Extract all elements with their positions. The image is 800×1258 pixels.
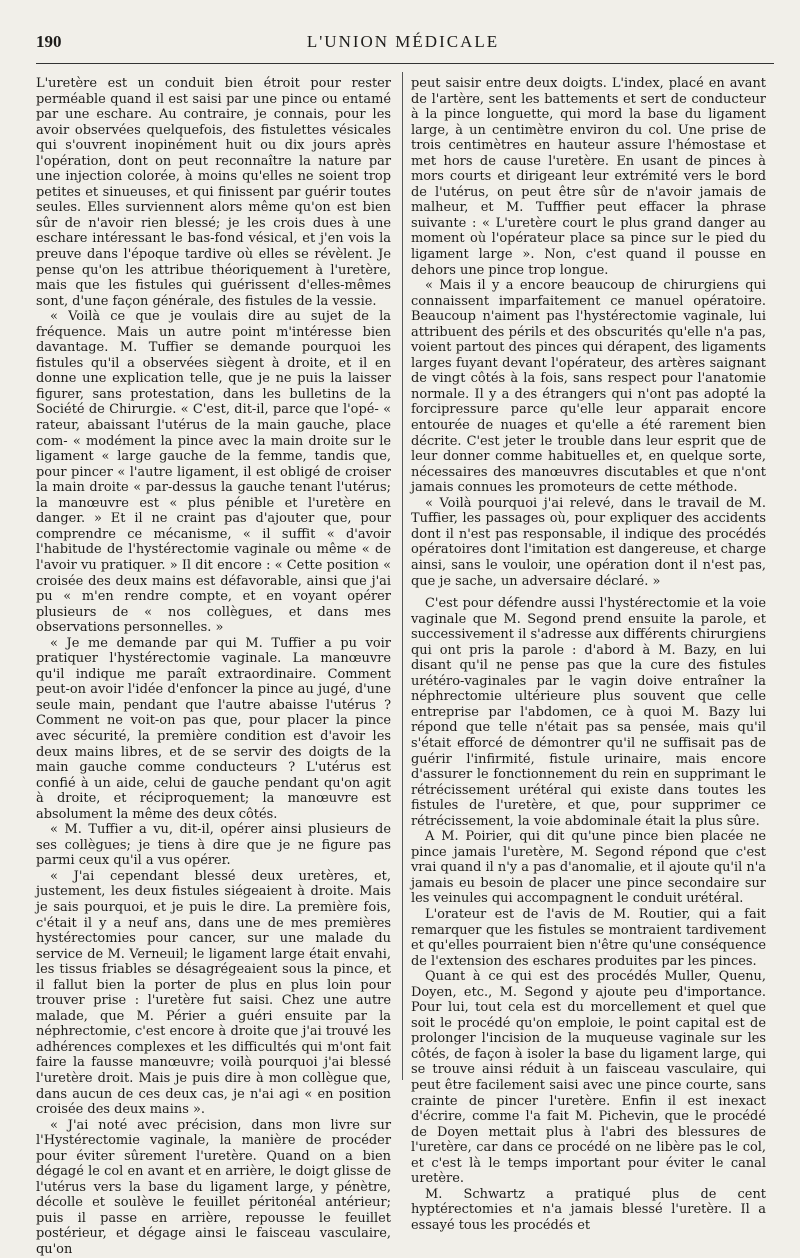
paragraph: peut saisir entre deux doigts. L'index, placé en avant de l'artère, sent les battements et sert de conducteur à la pince longuette, qui mord la base du ligament large, à un centimètre environ du col. Une prise de trois centimètres en hauteur assure l'hémostase et met hors de cause l'uretère. En usant de pinces à mors courts et dirigeant leur extrémité vers le bord de l'utérus, on peut être sûr de n'avoir jamais de malheur, et M. Tufffier peut effacer la phrase suivante : « L'uretère court le plus grand danger au moment où l'opérateur place sa pince sur le pied du ligament large ». Non, c'est quand il pousse en dehors une pince trop longue. [411, 76, 766, 278]
paragraph: M. Schwartz a pratiqué plus de cent hyptérectomies et n'a jamais blessé l'uretère. Il a essayé tous les procédés et [411, 1186, 766, 1233]
left-column [36, 76, 391, 1258]
paragraph: « Voilà pourquoi j'ai relevé, dans le travail de M. Tuffier, les passages où, pour expliquer des accidents dont il n'est pas responsable, il indique des procédés opératoires dont l'imitation est dangereuse, et charge ainsi, sans le vouloir, une opération dont il n'est pas, que je sache, un adversaire déclaré. » [411, 495, 766, 589]
paragraph: Quant à ce qui est des procédés Muller, Quenu, Doyen, etc., M. Segond y ajoute peu d'importance. Pour lui, tout cela est du morcellement et quel que soit le procédé qu'on emploie, le point capital est de prolonger l'incision de la muqueuse vaginale sur les côtés, de façon à isoler la base du ligament large, qui se trouve ainsi réduit à un faisceau vasculaire, qui peut être facilement saisi avec une pince courte, sans crainte de pincer l'uretère. Enfin il est inexact d'écrire, comme l'a fait M. Pichevin, que le procédé de Doyen mettait plus à l'abri des blessures de l'uretère, car dans ce procédé on ne libère pas le col, et c'est là le temps important pour éviter le canal uretère. [411, 969, 766, 1187]
paragraph: « Mais il y a encore beaucoup de chirurgiens qui connaissent imparfaitement ce manuel opératoire. Beaucoup n'aiment pas l'hystérectomie vaginale, lui attribuent des périls et des obscurités qu'elle n'a pas, voient partout des pinces qui dérapent, des ligaments larges fuyant devant l'opérateur, des artères saignant de vingt côtés à la fois, sans respect pour l'anatomie normale. Il y a des étrangers qui n'ont pas adopté la forcipressure parce qu'elle leur apparait encore entourée de nuages et qu'elle a été rarement bien décrite. C'est jeter le trouble dans leur esprit que de leur donner comme habituelles et, en quelque sorte, nécessaires des manœuvres discutables et que n'ont jamais connues les promoteurs de cette méthode. [411, 278, 766, 496]
paragraph: « M. Tuffier a vu, dit-il, opérer ainsi plusieurs de ses collègues; je tiens à dire que je ne figure pas parmi ceux qu'il a vus opérer. [36, 822, 391, 869]
header-rule [36, 63, 774, 64]
paragraph: « Voilà ce que je voulais dire au sujet de la fréquence. Mais un autre point m'intéresse bien davantage. M. Tuffier se demande pourquoi les fistules qu'il a observées siègent à droite, et il en donne une explication telle, que je ne puis la laisser figurer, sans protestation, dans les bulletins de la Société de Chirurgie. « C'est, dit-il, parce que l'opé- « rateur, abaissant l'utérus de la main gauche, place com- « modément la pince avec la main droite sur le ligament « large gauche de la femme, tandis que, pour pincer « l'autre ligament, il est obligé de croiser la main droite « par-dessus la gauche tenant l'utérus; la manœuvre est « plus pénible et l'uretère en danger. » Et il ne craint pas d'ajouter que, pour comprendre ce mécanisme, « il suffit « d'avoir l'habitude de l'hystérectomie vaginale ou même « de l'avoir vu pratiquer. » Il dit encore : « Cette position « croisée des deux mains est défavorable, ainsi que j'ai pu « m'en rendre compte, et en voyant opérer plusieurs de « nos collègues, et dans mes observations personnelles. » [36, 309, 391, 636]
paragraph: L'uretère est un conduit bien étroit pour rester perméable quand il est saisi par une pince ou entamé par une eschare. Au contraire, je connais, pour les avoir observées quelquefois, des fistulettes vésicales qui s'ouvrent inopinément huit ou dix jours après l'opération, dont on peut reconnaître la nature par une injection colorée, à moins qu'elles ne soient trop petites et sinueuses, et qui finissent par guérir toutes seules. Elles surviennent alors même qu'on est bien sûr de n'avoir rien blessé; je les crois dues à une eschare intéressant le bas-fond vésical, et j'en vois la preuve dans l'époque tardive où elles se révèlent. Je pense qu'on les attribue théoriquement à l'uretère, mais que les fistules qui guérissent d'elles-mêmes sont, d'une façon générale, des fistules de la vessie. [36, 76, 391, 309]
column-divider [402, 72, 403, 1080]
page-number: 190 [36, 32, 62, 51]
paragraph: « J'ai noté avec précision, dans mon livre sur l'Hystérectomie vaginale, la manière de procéder pour éviter sûrement l'uretère. Quand on a bien dégagé le col en avant et en arrière, le doigt glisse de l'utérus vers la base du ligament large, y pénètre, décolle et soulève le feuillet péritonéal antérieur; puis il passe en arrière, repousse le feuillet postérieur, et dégage ainsi le faisceau vasculaire, qu'on [36, 1117, 391, 1258]
paragraph: L'orateur est de l'avis de M. Routier, qui a fait remarquer que les fistules se montraient tardivement et qu'elles pourraient bien n'être qu'une conséquence de l'extension des eschares produites par les pinces. [411, 906, 766, 969]
paragraph: « J'ai cependant blessé deux uretères, et, justement, les deux fistules siégeaient à droite. Mais je sais pourquoi, et je puis le dire. La première fois, c'était il y a neuf ans, dans une de mes premières hystérectomies pour cancer, sur une malade du service de M. Verneuil; le ligament large était envahi, les tissus friables se désagrégeaient sous la pince, et il fallut bien la porter de plus en plus loin pour trouver prise : l'uretère fut saisi. Chez une autre malade, que M. Périer a guéri ensuite par la néphrectomie, c'est encore à droite que j'ai trouvé les adhérences complexes et les difficultés qui m'ont fait faire la fausse manœuvre; voilà pourquoi j'ai blessé l'uretère droit. Mais je puis dire à mon collègue que, dans aucun de ces deux cas, je n'ai agi « en position croisée des deux mains ». [36, 868, 391, 1118]
running-title: L'UNION MÉDICALE [306, 32, 500, 51]
paragraph: C'est pour défendre aussi l'hystérectomie et la voie vaginale que M. Segond prend ensuite la parole, et successivement il s'adresse aux différents chirurgiens qui ont pris la parole : d'abord à M. Bazy, en lui disant qu'il ne pense pas que la cure des fistules urétéro-vaginales par le vagin doive entraîner la néphrectomie ultérieure plus souvent que celle entreprise par l'abdomen, ce à quoi M. Bazy lui répond que telle n'était pas sa pensée, mais qu'il s'était efforcé de démontrer qu'il ne suffisait pas de guérir l'infirmité, fistule urinaire, mais encore d'assurer le fonctionnement du rein en supprimant le rétrécissement urétéral qui existe dans toutes les fistules de l'uretère, et que, pour supprimer ce rétrécissement, la voie abdominale était la plus sûre. [411, 596, 766, 829]
page-header [36, 30, 770, 60]
paragraph: A M. Poirier, qui dit qu'une pince bien placée ne pince jamais l'uretère, M. Segond répond que c'est vrai quand il n'y a pas d'anomalie, et il ajoute qu'il n'a jamais eu besoin de placer une pince secondaire sur les veinules qui accompagnent le conduit urétéral. [411, 829, 766, 907]
right-column [411, 76, 766, 1233]
paragraph: « Je me demande par qui M. Tuffier a pu voir pratiquer l'hystérectomie vaginale. La manœuvre qu'il indique me paraît extraordinaire. Comment peut-on avoir l'idée d'enfoncer la pince au jugé, d'une seule main, pendant que l'autre abaisse l'utérus ? Comment ne voit-on pas que, pour placer la pince avec sécurité, la première condition est d'avoir les deux mains libres, et de se servir des doigts de la main gauche comme conducteurs ? L'utérus est confié à un aide, celui de gauche pendant qu'on agit à droite, et réciproquement; la manœuvre est absolument la même des deux côtés. [36, 635, 391, 822]
